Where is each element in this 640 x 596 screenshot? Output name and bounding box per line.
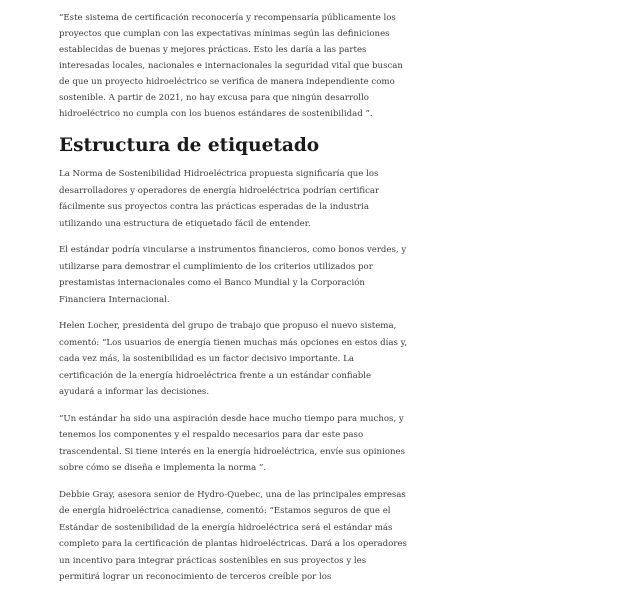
paragraph-financial-instruments: El estándar podría vincularse a instrumentos financieros, como bonos verdes, y utilizarse para demostrar el cumplimiento de los criterios utilizados por prestamistas internacionales como el Banco Mundial y la Corporación Financiera Internacional.	[59, 245, 407, 305]
intro-quote: “Este sistema de certificación reconocería y recompensaría públicamente los proyectos que cumplan con las expectativas mínimas según las definiciones establecidas de buenas y mejores prácticas. Esto les daría a las partes interesadas locales, nacionales e internacionales la seguridad vital que buscan de que un proyecto hidroeléctrico se verifica de manera independiente como sostenible. A partir de 2021, no hay excusa para que ningún desarrollo hidroeléctrico no cumpla con los buenos estándares de sostenibilidad ”.	[59, 13, 403, 119]
paragraph-debbie-gray-quote: Debbie Gray, asesora senior de Hydro-Quebec, una de las principales empresas de energía hidroeléctrica canadiense, comentó: “Estamos seguros de que el Estándar de sostenibilidad de la energía hidroeléctrica será el estándar más completo para la certificación de plantas hidroeléctricas. Dará a los operadores un incentivo para integrar prácticas sostenibles en sus proyectos y les permitirá lograr un reconocimiento de terceros creíble por los	[59, 489, 407, 582]
article-body	[59, 10, 409, 596]
paragraph-labeling-structure: La Norma de Sostenibilidad Hidroeléctrica propuesta significaría que los desarrolladores y operadores de energía hidroeléctrica podrían certificar fácilmente sus proyectos contra las prácticas esperadas de la industria utilizando una estructura de etiquetado fácil de entender.	[59, 169, 380, 229]
paragraph-helen-locher-quote: Helen Locher, presidenta del grupo de trabajo que propuso el nuevo sistema, comentó: “Los usuarios de energía tienen muchas más opciones en estos días y, cada vez más, la sostenibilidad es un factor decisivo importante. La certificación de la energía hidroeléctrica frente a un estándar confiable ayudará a informar las decisiones.	[59, 321, 408, 397]
paragraph-aspiration-quote: “Un estándar ha sido una aspiración desde hace mucho tiempo para muchos, y tenemos los componentes y el respaldo necesarios para dar este paso trascendental. Si tiene interés en la energía hidroeléctrica, envíe sus opiniones sobre cómo se diseña e implementa la norma ”.	[59, 413, 406, 473]
section-heading: Estructura de etiquetado	[59, 135, 320, 156]
